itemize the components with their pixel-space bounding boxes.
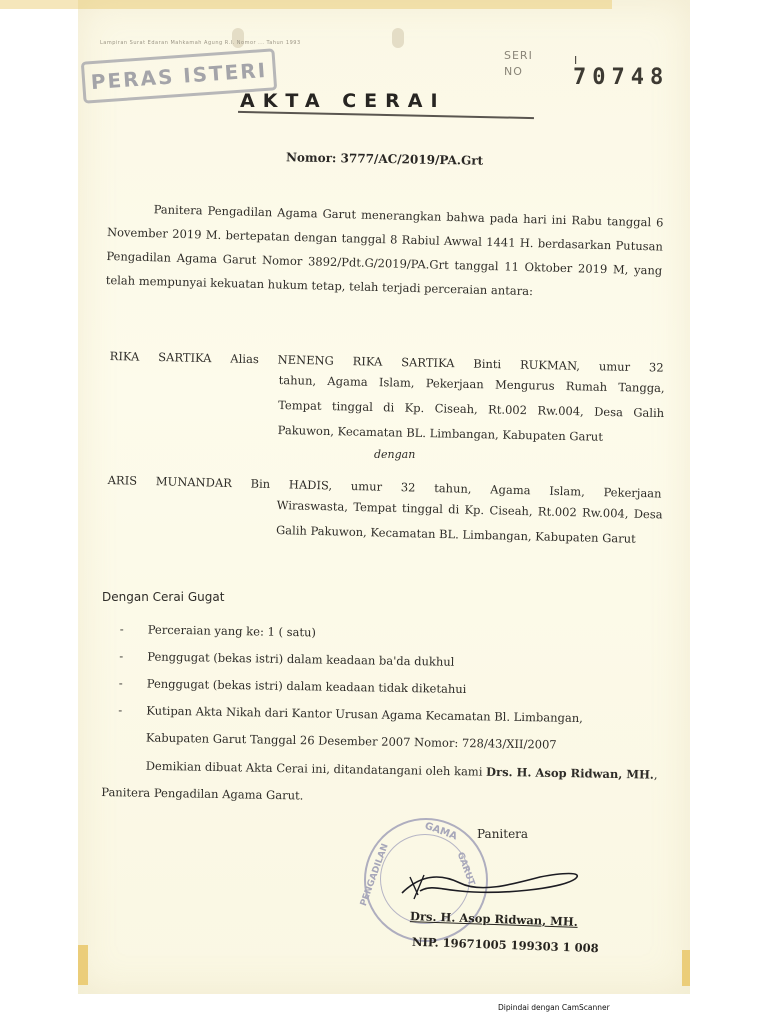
no-label: NO — [504, 65, 523, 78]
divorce-type: Dengan Cerai Gugat — [102, 590, 225, 604]
list-item: - Kutipan Akta Nikah dari Kantor Urusan Agama Kecamatan Bl. Limbangan, — [118, 702, 583, 726]
tape-strip-left — [78, 945, 88, 985]
tape-strip-right — [682, 950, 690, 986]
handwritten-signature — [400, 855, 600, 905]
seal-text-right: GARUT — [454, 850, 477, 888]
tape-strip-top — [0, 0, 612, 9]
seal-text-left: PENGADILAN — [358, 842, 391, 908]
list-item: - Penggugat (bekas istri) dalam keadaan ba'da dukhul — [119, 648, 455, 669]
seal-text-top: GAMA — [423, 820, 459, 843]
intro-paragraph: Panitera Pengadilan Agama Garut menerangkan bahwa pada hari ini Rabu tanggal 6 November 2019 M. bertepatan dengan tanggal 8 Rabiul Awwal 1441 H. berdasarkan Putusan Pengadilan Agama Garut Nomor 3892/Pdt.G/2019/PA.Grt tanggal 11 Oktober 2019 M, yang telah mempunyai kekuatan hukum tetap, telah terjadi perceraian antara: — [105, 202, 664, 299]
list-item-text: Penggugat (bekas istri) dalam keadaan tidak diketahui — [146, 676, 467, 697]
party2-body: Wiraswasta, Tempat tinggal di Kp. Ciseah, Rt.002 Rw.004, Desa Galih Pakuwon, Kecamatan BL. Limbangan, Kabupaten Garut — [275, 497, 663, 546]
list-item-text: Kutipan Akta Nikah dari Kantor Urusan Agama Kecamatan Bl. Limbangan, — [146, 703, 583, 726]
signer-nip: NIP. 19671005 199303 1 008 — [411, 934, 599, 956]
seri-label: SERI — [504, 49, 533, 62]
punch-hole — [392, 28, 404, 48]
list-item-text: Perceraian yang ke: 1 ( satu) — [147, 622, 317, 640]
party2-head-text: ARIS MUNANDAR Bin HADIS, umur 32 tahun, Agama Islam, Pekerjaan — [107, 472, 662, 501]
seri-value: I — [574, 54, 578, 67]
stamp-isteri: PERAS ISTERI — [81, 48, 277, 103]
document-title: AKTA CERAI — [240, 90, 446, 112]
closing-text: Demikian dibuat Akta Cerai ini, ditandatangani oleh kami — [145, 758, 483, 779]
document-number: Nomor: 3777/AC/2019/PA.Grt — [285, 150, 484, 168]
serial-number: 70748 — [573, 65, 670, 90]
scanner-footer: Dipindai dengan CamScanner — [498, 1003, 610, 1012]
list-item: - Penggugat (bekas istri) dalam keadaan tidak diketahui — [118, 675, 467, 697]
details-list — [118, 616, 668, 761]
party1-body: tahun, Agama Islam, Pekerjaan Mengurus Rumah Tangga, Tempat tinggal di Kp. Ciseah, Rt.002 Rw.004, Desa Galih Pakuwon, Kecamatan BL. Limbangan, Kabupaten Garut — [277, 372, 665, 444]
list-item-text: Penggugat (bekas istri) dalam keadaan ba'da dukhul — [147, 649, 455, 669]
signer-name: Drs. H. Asop Ridwan, MH. — [409, 909, 578, 929]
closing-signer: Drs. H. Asop Ridwan, MH. — [485, 764, 655, 782]
party1-head-text: RIKA SARTIKA Alias NENENG RIKA SARTIKA Binti RUKMAN, umur 32 — [109, 348, 664, 375]
closing-text-2: , Panitera Pengadilan Agama Garut. — [101, 767, 658, 803]
signer-role: Panitera — [477, 827, 529, 841]
header-small-print: Lampiran Surat Edaran Mahkamah Agung R.I. Nomor ... Tahun 1993 — [100, 40, 301, 46]
seri-labels — [504, 48, 533, 80]
list-item-continuation: Kabupaten Garut Tanggal 26 Desember 2007 Nomor: 728/43/XII/2007 — [145, 730, 557, 752]
dengan-label: dengan — [374, 448, 416, 461]
closing-paragraph — [101, 752, 670, 816]
list-item: - Perceraian yang ke: 1 ( satu) — [119, 621, 317, 640]
